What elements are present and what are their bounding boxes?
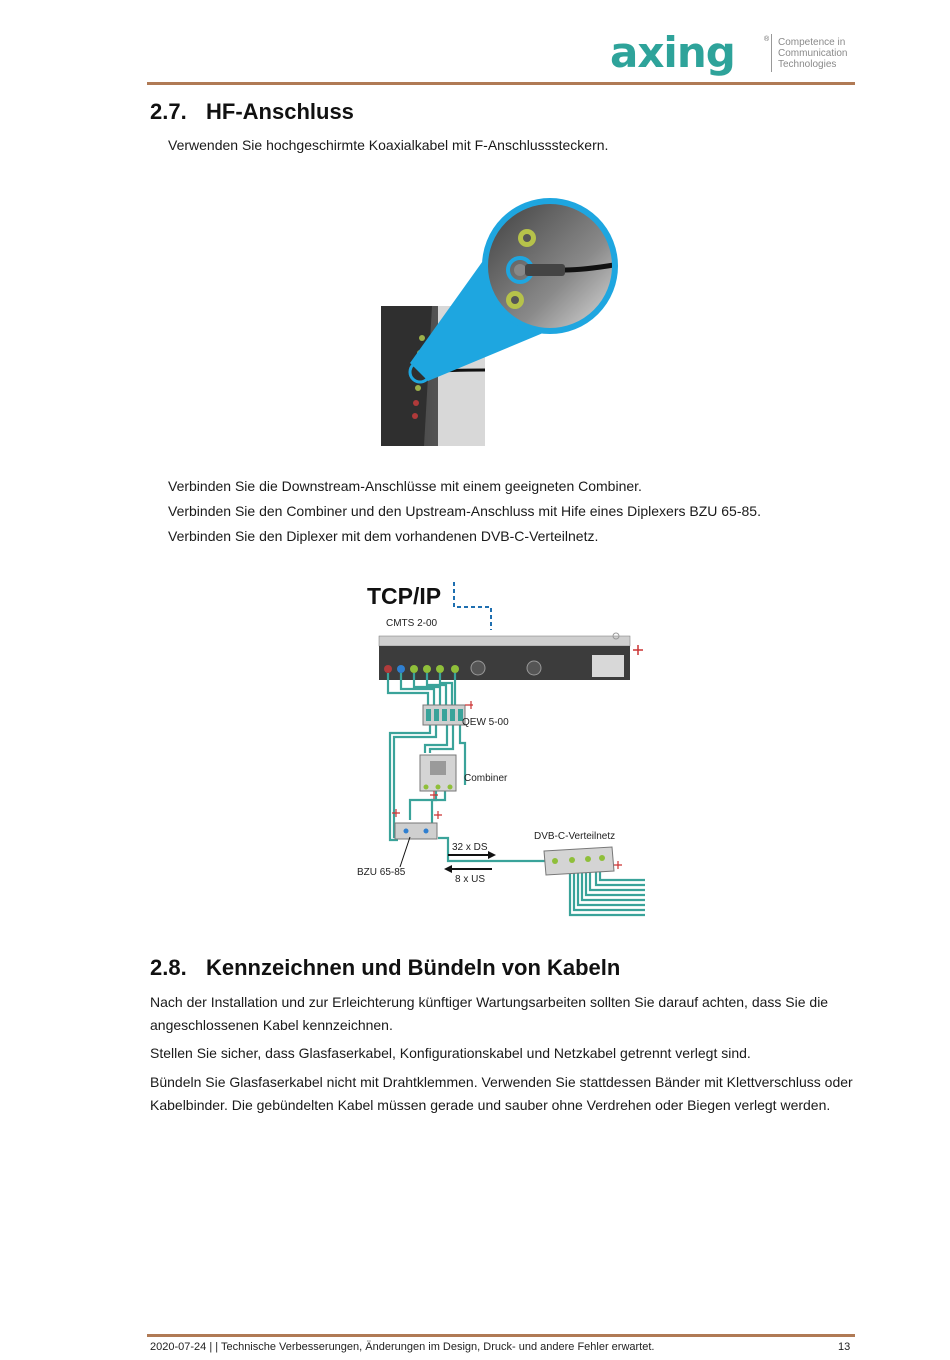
logo-separator	[771, 34, 772, 72]
tagline-line: Communication	[778, 48, 848, 59]
section-number: 2.7.	[150, 99, 187, 124]
section-heading-2-7	[150, 99, 354, 125]
logo-registered-mark: ®	[764, 36, 770, 43]
section-number: 2.8.	[150, 955, 187, 980]
paragraph-bundling: Bündeln Sie Glasfaserkabel nicht mit Drahtklemmen. Verwenden Sie stattdessen Bänder mit Klettverschluss oder Kabelbinder. Die gebündelten Kabel müssen gerade und sauber ohne Verdrehen oder Biegen verlegt werden.	[150, 1074, 853, 1113]
intro-text: Verwenden Sie hochgeschirmte Koaxialkabel mit F-Anschlusssteckern.	[168, 137, 609, 153]
bzu-diplexer	[392, 809, 442, 867]
step-2-text: Verbinden Sie den Combiner und den Upstream-Anschluss mit Hife eines Diplexers BZU 65-85.	[168, 503, 761, 519]
tcpip-link	[454, 582, 491, 630]
footer-disclaimer: 2020-07-24 | | Technische Verbesserungen, Änderungen im Design, Druck- und andere Fehler erwartet.	[150, 1341, 655, 1353]
paragraph-labeling: Nach der Installation und zur Erleichterung künftiger Wartungsarbeiten sollten Sie darauf achten, dass Sie die angeschlossenen Kabel kennzeichnen.	[150, 994, 829, 1033]
cmts-device	[379, 633, 643, 680]
step-1-text: Verbinden Sie die Downstream-Anschlüsse mit einem geeigneten Combiner.	[168, 478, 642, 494]
section-title: Kennzeichnen und Bündeln von Kabeln	[206, 955, 621, 980]
hf-connector-photo	[380, 198, 620, 448]
step-3-text: Verbinden Sie den Diplexer mit dem vorhandenen DVB-C-Verteilnetz.	[168, 528, 599, 544]
bzu-label: BZU 65-85	[357, 867, 406, 878]
tagline-line: Competence in	[778, 37, 846, 48]
tcpip-label: TCP/IP	[367, 583, 442, 609]
header-rule	[147, 82, 855, 85]
combiner-device	[420, 755, 456, 799]
section-title: HF-Anschluss	[206, 99, 354, 124]
section-heading-2-8	[150, 955, 620, 981]
logo-wordmark: axing	[610, 28, 735, 77]
footer-rule	[147, 1334, 855, 1337]
qew-label: QEW 5-00	[462, 717, 509, 728]
cmts-label: CMTS 2-00	[386, 618, 438, 629]
us-label: 8 x US	[455, 874, 486, 885]
page-number: 13	[838, 1341, 851, 1353]
paragraph-separation: Stellen Sie sicher, dass Glasfaserkabel, Konfigurationskabel und Netzkabel getrennt verlegt sind.	[150, 1045, 751, 1061]
dvbc-label: DVB-C-Verteilnetz	[534, 831, 616, 842]
axing-logo	[610, 28, 860, 77]
logo-tagline	[778, 37, 847, 70]
ds-label: 32 x DS	[452, 842, 488, 853]
dvbc-distributor	[544, 847, 622, 875]
network-diagram	[350, 575, 650, 920]
combiner-label: Combiner	[464, 773, 508, 784]
tagline-line: Technologies	[778, 59, 837, 70]
